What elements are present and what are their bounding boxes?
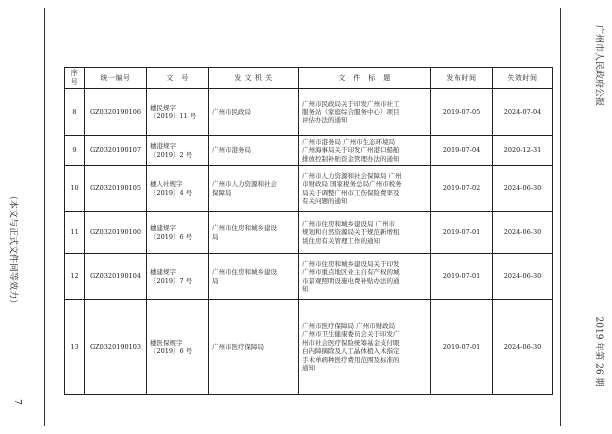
cell-code: GZ0320190105 [85, 166, 147, 212]
cell-code: GZ0320190100 [85, 212, 147, 254]
cell-code: GZ0320190104 [85, 254, 147, 300]
cell-doc-no-line: 〔2019〕7 号 [150, 276, 193, 285]
cell-doc-no-line: 穗建规字 [150, 224, 176, 233]
cell-doc-no [147, 254, 209, 300]
cell-issuing-org-line: 广州市港务局 [212, 146, 251, 155]
table-row [65, 166, 553, 212]
cell-seq: 12 [65, 254, 85, 300]
cell-doc-title-line: 广州市医疗保障局 广州市财政局 [302, 321, 396, 330]
cell-doc-title-line: 广州市重点地区业主自有产权的城 [302, 268, 400, 277]
cell-doc-no-line: 〔2019〕11 号 [150, 112, 197, 121]
cell-doc-title-line: 州市社会医疗保险统筹基金支付眼 [302, 338, 400, 347]
cell-issuing-org [209, 254, 299, 300]
cell-doc-title-line: 手术单病种医疗费用范围及标准的 [302, 355, 400, 364]
cell-issuing-org-line: 广州市住房和城乡建设 [212, 224, 277, 233]
cell-seq: 11 [65, 212, 85, 254]
cell-doc-title-line: 广州市住房和城乡建设局关于印发 [302, 259, 400, 268]
cell-seq: 13 [65, 300, 85, 395]
cell-doc-title [299, 300, 431, 395]
left-margin-note: （本文与正式文件同等效力） [7, 190, 18, 308]
cell-doc-no-line: 穗建规字 [150, 268, 176, 277]
regulation-table [64, 67, 553, 395]
cell-issuing-org-line: 广州市民政局 [212, 107, 251, 116]
cell-doc-title [299, 166, 431, 212]
cell-doc-no-line: 穗港规字 [150, 142, 176, 151]
cell-doc-title [299, 136, 431, 166]
cell-doc-no [147, 136, 209, 166]
table-row [65, 254, 553, 300]
cell-issuing-org-line: 广州市医疗保障局 [212, 342, 264, 351]
cell-seq: 8 [65, 89, 85, 136]
cell-doc-title-line: 广州市住房和城乡建设局 广州市 [302, 220, 396, 229]
table-row [65, 136, 553, 166]
cell-expires: 2024-07-04 [493, 89, 553, 136]
cell-doc-title-line: 服务站（家庭综合服务中心）项目 [302, 107, 400, 116]
header-published: 发布时间 [431, 68, 493, 89]
issue-number: 2019 年第 26 期 [593, 316, 604, 387]
cell-issuing-org [209, 89, 299, 136]
cell-issuing-org-line: 广州市人力资源和社会 [212, 180, 277, 189]
cell-issuing-org-line: 局 [212, 276, 219, 285]
table-row [65, 212, 553, 254]
cell-doc-title-line: 有关问题的通知 [302, 197, 348, 206]
cell-doc-title-line: 排放控制补贴资金管理办法的通知 [302, 154, 400, 163]
header-issuing-org: 发 文 机 关 [209, 68, 299, 89]
cell-code: GZ0320190107 [85, 136, 147, 166]
cell-doc-no [147, 212, 209, 254]
cell-published: 2019-07-04 [431, 136, 493, 166]
cell-doc-no-line: 〔2019〕6 号 [150, 347, 193, 356]
cell-doc-title-line: 广州市人力资源和社会保障局 广州 [302, 171, 402, 180]
cell-published: 2019-07-01 [431, 212, 493, 254]
cell-doc-no [147, 89, 209, 136]
cell-doc-title-line: 知 [302, 285, 309, 294]
header-doc-no: 文 号 [147, 68, 209, 89]
cell-doc-title-line: 市财政局 国家税务总局广州市税务 [302, 180, 402, 189]
cell-doc-title-line: 局关于调整广州市工伤保险费率及 [302, 188, 400, 197]
cell-expires: 2024-06-30 [493, 166, 553, 212]
gazette-title: 广州市人民政府公报 [593, 24, 604, 106]
left-margin-rule [44, 8, 45, 426]
table-row [65, 300, 553, 395]
table-header-row [65, 68, 553, 89]
cell-doc-no [147, 300, 209, 395]
cell-seq: 10 [65, 166, 85, 212]
header-doc-title: 文 件 标 题 [299, 68, 431, 89]
cell-issuing-org-line: 广州市住房和城乡建设 [212, 268, 277, 277]
right-margin-rule [560, 8, 561, 426]
cell-expires: 2020-12-31 [493, 136, 553, 166]
cell-doc-title [299, 212, 431, 254]
cell-issuing-org [209, 212, 299, 254]
cell-code: GZ0320190103 [85, 300, 147, 395]
cell-doc-title-line: 评估办法的通知 [302, 116, 348, 125]
cell-published: 2019-07-02 [431, 166, 493, 212]
table-row [65, 89, 553, 136]
cell-doc-title-line: 通知 [302, 364, 315, 373]
cell-seq: 9 [65, 136, 85, 166]
cell-doc-title-line: 规划和自然资源局关于规范新增租 [302, 228, 400, 237]
cell-code: GZ0320190106 [85, 89, 147, 136]
cell-issuing-org [209, 166, 299, 212]
cell-doc-title-line: 广州市港务局 广州市生态环境局 [302, 138, 396, 147]
page-number: 7 [11, 399, 22, 405]
cell-doc-no-line: 穗医保规字 [150, 338, 183, 347]
cell-doc-no-line: 穗民规字 [150, 103, 176, 112]
cell-issuing-org-line: 局 [212, 232, 219, 241]
cell-published: 2019-07-01 [431, 254, 493, 300]
cell-doc-title [299, 254, 431, 300]
cell-doc-title-line: 白内障摘除及人工晶体植入术指定 [302, 347, 400, 356]
cell-expires: 2024-06-30 [493, 254, 553, 300]
header-expires: 失效时间 [493, 68, 553, 89]
cell-doc-no-line: 〔2019〕6 号 [150, 232, 193, 241]
header-seq: 序号 [65, 68, 85, 89]
cell-doc-title-line: 市景观照明设施电费补贴办法的通 [302, 276, 400, 285]
cell-expires: 2024-06-30 [493, 300, 553, 395]
cell-published: 2019-07-05 [431, 89, 493, 136]
cell-doc-title-line: 广州市民政局关于印发广州市社工 [302, 99, 400, 108]
cell-doc-title-line: 广州海事局关于印发广州港口船舶 [302, 146, 400, 155]
cell-published: 2019-07-01 [431, 300, 493, 395]
cell-issuing-org-line: 保障局 [212, 188, 232, 197]
cell-doc-no-line: 〔2019〕4 号 [150, 188, 193, 197]
table-body [65, 89, 553, 395]
cell-expires: 2024-06-30 [493, 212, 553, 254]
cell-doc-title-line: 广州市卫生健康委员会关于印发广 [302, 330, 400, 339]
cell-doc-title [299, 89, 431, 136]
header-code: 统一编号 [85, 68, 147, 89]
cell-doc-no-line: 〔2019〕2 号 [150, 150, 193, 159]
cell-doc-no-line: 穗人社规字 [150, 180, 183, 189]
cell-doc-title-line: 赁住房有关管理工作的通知 [302, 236, 380, 245]
cell-issuing-org [209, 300, 299, 395]
cell-doc-no [147, 166, 209, 212]
cell-issuing-org [209, 136, 299, 166]
